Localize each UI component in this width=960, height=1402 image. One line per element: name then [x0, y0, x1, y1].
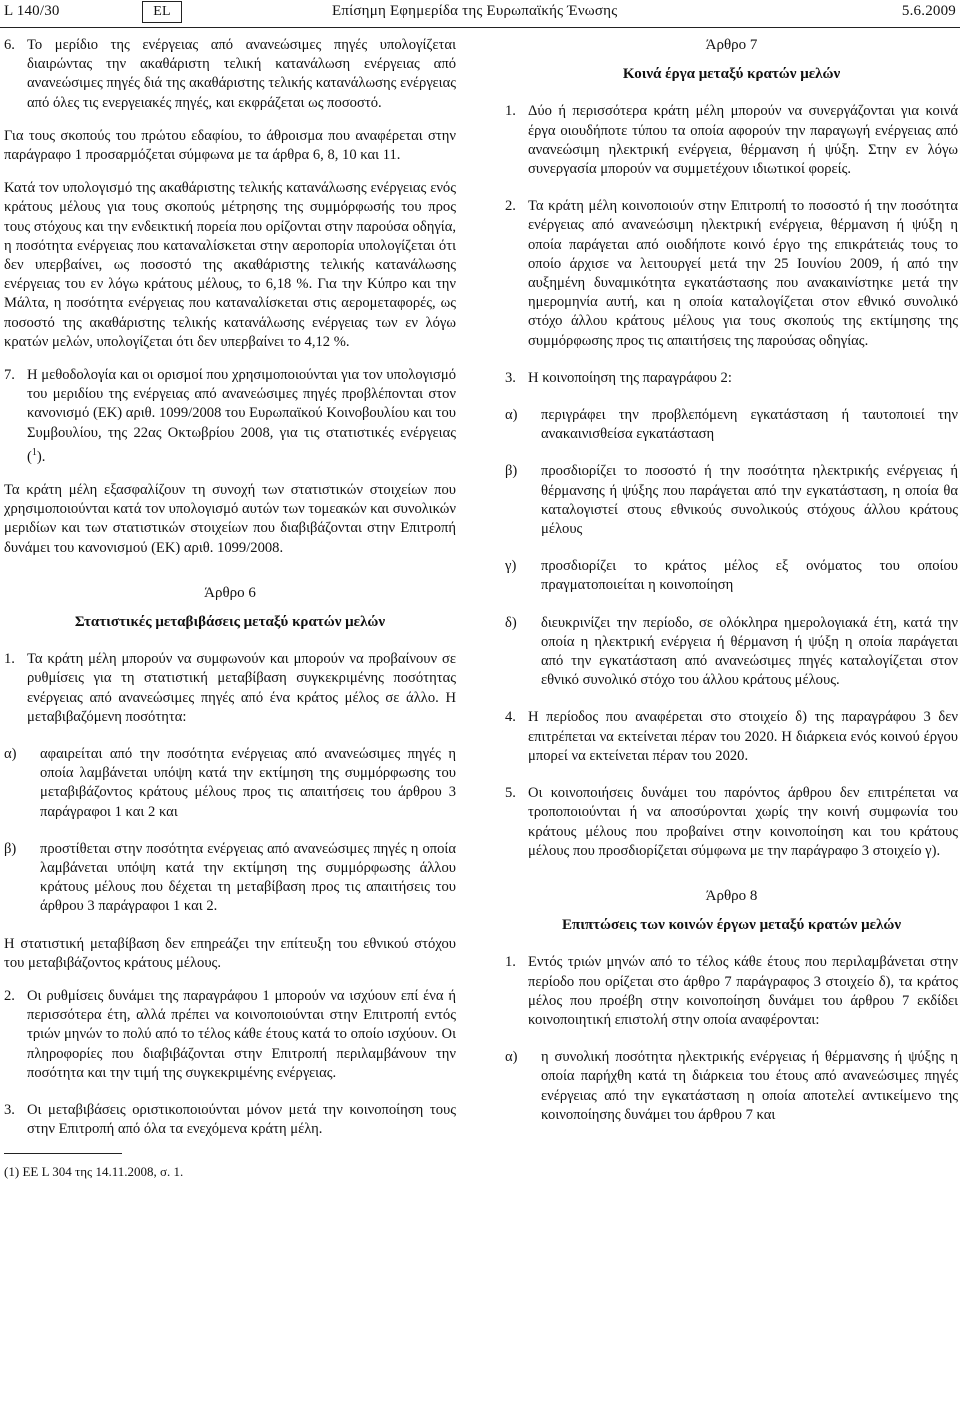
paragraph-number: 1. — [4, 651, 15, 668]
paragraph-number: 7. — [4, 367, 15, 384]
paragraph-text: Η κοινοποίηση της παραγράφου 2: — [528, 369, 732, 386]
paragraph-text: Το μερίδιο της ενέργειας από ανανεώσιμες πηγές υπολογίζεται διαιρώντας την ακαθάριστη τελική κατανάλωση ενέργειας από ανανεώσιμες πηγές διά της ακαθάριστης τελικής κατανάλωσης ενέργειας από όλες τις ενεργειακές πηγές, και εκφράζεται ως ποσοστό. — [27, 37, 456, 111]
article-8-label: Άρθρο 8 — [705, 887, 758, 904]
footnote-reference: 1 — [31, 446, 37, 458]
paragraph-text: Οι μεταβιβάσεις οριστικοποιούνται μόνον μετά την κοινοποίηση τους στην Επιτροπή από όλα τα ενεχόμενα κράτη μέλη. — [27, 1102, 456, 1138]
footnote-rule — [4, 1153, 122, 1154]
list-item-text: προστίθεται στην ποσότητα ενέργειας από ανανεώσιμες πηγές η οποία λαμβάνεται υπόψη κατά την εκτίμηση της συμμόρφωσης άλλου κράτους μέλους που δέχεται τη μεταβίβαση προς τις απαιτήσεις του άρθρου 3 παράγραφοι 1 και 2. — [40, 840, 456, 915]
list-item — [505, 557, 958, 595]
footnote-text: ΕΕ L 304 της 14.11.2008, σ. 1. — [22, 1164, 184, 1180]
paragraph-text: Η περίοδος που αναφέρεται στο στοιχείο δ) της παραγράφου 3 δεν επιτρέπεται να εκτείνεται πέραν του 2020. Η διάρκεια ενός κοινού έργου μπορεί να εκτείνεται πέραν του 2020. — [528, 709, 958, 764]
article-7-label: Άρθρο 7 — [705, 37, 758, 53]
list-item-text: προσδιορίζει το ποσοστό ή την ποσότητα ηλεκτρικής ενέργειας ή θέρμανσης ή ψύξης που παράγεται από την εγκατάσταση, η οποία θα καταλογιστεί στους εθνικούς συνολικούς στόχους άλλου κράτους μέλους — [541, 463, 958, 538]
paragraph-6-subparagraph-3: Κατά τον υπολογισμό της ακαθάριστης τελικής κατανάλωσης ενέργειας ενός κράτους μέλους για τους σκοπούς μέτρησης της συμμόρφωσής του προς τους στόχους και την ενδεικτική πορεία που ορίζονται στην παρούσα οδηγία, η ποσότητα ενέργειας που καταναλίσκεται στην αεροπορία υπολογίζεται ότι δεν υπερβαίνει, ως ποσοστό της ακαθάριστης τελικής κατανάλωσης ενέργειας του εν λόγω κράτους μέλους, το 6,18 %. Για την Κύπρο και την Μάλτα, η ποσότητα ενέργειας που καταναλίσκεται στις αερομεταφορές, ως ποσοστό της ακαθάριστης τελικής κατανάλωσης ενέργειας των εν λόγω κρατών μελών, υπολογίζεται ότι δεν υπερβαίνει το 4,12 %. — [4, 180, 456, 350]
paragraph-number: 2. — [4, 987, 15, 1004]
language-code-box: EL — [142, 1, 182, 23]
paragraph-text — [27, 366, 456, 467]
paragraph-7 — [4, 366, 456, 467]
paragraph-text: Δύο ή περισσότερα κράτη μέλη μπορούν να συνεργάζονται για κοινά έργα οιουδήποτε τύπου τα οποία αφορούν την παραγωγή ενέργειας από ανανεώσιμη ηλεκτρική ενέργεια, θέρμανση ή ψύξη. Στην εν λόγω συνεργασία μπορούν να συμμετέχουν ιδιωτικοί φορείς. — [528, 103, 958, 178]
paragraph-text: Οι κοινοποιήσεις δυνάμει του παρόντος άρθρου δεν επιτρέπεται να τροποποιούνται ή να αποσύρονται χωρίς την κοινή συμφωνία του κράτους μέλους που προβαίνει στην κοινοποίηση και του κράτους μέλους που προσδιορίζεται σύμφωνα με την παράγραφο 3 στοιχείο γ). — [528, 785, 958, 859]
article-7-paragraph-3 — [505, 369, 958, 388]
publication-date: 5.6.2009 — [901, 3, 956, 19]
article-6-paragraph-1-closing: Η στατιστική μεταβίβαση δεν επηρεάζει την επίτευξη του εθνικού στόχου του μεταβιβάζοντος κράτους μέλους. — [4, 935, 456, 971]
left-column — [4, 36, 456, 1182]
article-7-paragraph-2 — [505, 197, 958, 351]
paragraph-7-subparagraph-2: Τα κράτη μέλη εξασφαλίζουν τη συνοχή των στατιστικών στοιχείων που χρησιμοποιούνται κατά τον υπολογισμό αυτών των τομεακών και συνολικών μεριδίων και των στατιστικών στοιχείων που διαβιβάζονται στην Επιτροπή δυνάμει του κανονισμού (ΕΚ) αριθ. 1099/2008. — [4, 481, 456, 556]
paragraph-number: 1. — [505, 954, 516, 971]
article-8-paragraph-1 — [505, 953, 958, 1030]
page-reference: L 140/30 — [4, 3, 60, 19]
paragraph-number: 3. — [4, 1102, 15, 1118]
list-item-label: β) — [505, 463, 518, 480]
paragraph-text: Οι ρυθμίσεις δυνάμει της παραγράφου 1 μπορούν να ισχύουν επί ένα ή περισσότερα έτη, αλλά πρέπει να κοινοποιούνται στην Επιτροπή εντός τριών μηνών το πολύ από το τέλος κάθε έτους κατά το οποίο ισχύουν. Οι πληροφορίες που διαβιβάζονται στην Επιτροπή περιλαμβάνουν την ποσότητα και την τιμή της συγκεκριμένης ενέργειας. — [27, 987, 456, 1081]
list-item-label: δ) — [505, 614, 517, 631]
list-item-label: γ) — [505, 558, 517, 575]
article-6-label: Άρθρο 6 — [204, 584, 256, 601]
list-item-label: α) — [505, 407, 518, 424]
paragraph-number: 2. — [505, 198, 516, 215]
list-item — [4, 840, 456, 917]
journal-title: Επίσημη Εφημερίδα της Ευρωπαϊκής Ένωσης — [332, 3, 618, 19]
article-7-title: Κοινά έργα μεταξύ κρατών μελών — [622, 66, 841, 83]
paragraph-number: 6. — [4, 37, 15, 53]
paragraph-number: 3. — [505, 369, 516, 386]
list-item — [505, 614, 958, 691]
paragraph-number: 1. — [505, 103, 516, 120]
paragraph-number: 5. — [505, 785, 516, 802]
paragraph-6-subparagraph-2: Για τους σκοπούς του πρώτου εδαφίου, το άθροισμα που αναφέρεται στην παράγραφο 1 προσαρμόζεται σύμφωνα με τα άρθρα 6, 8, 10 και 11. — [4, 127, 456, 164]
header-rule — [0, 27, 960, 28]
article-7-paragraph-1 — [505, 102, 958, 179]
list-item-label: α) — [505, 1049, 518, 1066]
list-item-text: αφαιρείται από την ποσότητα ενέργειας από ανανεώσιμες πηγές η οποία λαμβάνεται υπόψη κατά την εκτίμηση της συμμόρφωσης του μεταβιβάζοντος κράτους μέλους προς τις απαιτήσεις του άρθρου 3 παράγραφοι 1 και 2 και — [40, 745, 456, 820]
article-8-title: Επιπτώσεις των κοινών έργων μεταξύ κρατών μελών — [561, 917, 902, 934]
list-item-text: περιγράφει την προβλεπόμενη εγκατάσταση ή ταυτοποιεί την ανακαινισθείσα εγκατάσταση — [541, 407, 958, 443]
paragraph-text: Εντός τριών μηνών από το τέλος κάθε έτους που περιλαμβάνεται στην περίοδο που ορίζεται στο άρθρο 7 παράγραφος 3 στοιχείο δ), τα κράτος μέλος που προέβη στην κοινοποίηση δυνάμει του άρθρου 7 εκδίδει κοινοποιητική επιστολή στην οποία αναφέρονται: — [528, 954, 958, 1028]
list-item-label: α) — [4, 745, 17, 762]
list-item-text: η συνολική ποσότητα ηλεκτρικής ενέργειας ή θέρμανσης ή ψύξης η οποία παρήχθη κατά τη διάρκεια του έτους από ανανεώσιμες πηγές ενέργειας από την εγκατάσταση η οποία αποτελεί αντικείμενο της κοινοποίησης δυνάμει του άρθρου 7 και — [541, 1049, 958, 1123]
list-item — [505, 462, 958, 539]
footnote: (1) ΕΕ L 304 της 14.11.2008, σ. 1. — [4, 1164, 184, 1180]
paragraph-number: 4. — [505, 709, 516, 726]
list-item — [505, 406, 958, 444]
paragraph-6 — [4, 36, 456, 113]
article-7-paragraph-5 — [505, 784, 958, 861]
list-item-text: προσδιορίζει το κράτος μέλος εξ ονόματος του οποίου πραγματοποιείται η κοινοποίηση — [541, 558, 958, 594]
article-7-paragraph-4 — [505, 708, 958, 766]
list-item-label: β) — [4, 840, 17, 857]
list-item-text: διευκρινίζει την περίοδο, σε ολόκληρα ημερολογιακά έτη, κατά την οποία η ηλεκτρική ενέργεια ή θέρμανση ή ψύξη η οποία παράγεται από την εγκατάσταση από ανανεώσιμες πηγές καταλογίζεται στον εθνικό συνολικό στόχο του άλλου κράτους μέλους. — [541, 614, 958, 689]
paragraph-text: Τα κράτη μέλη κοινοποιούν στην Επιτροπή το ποσοστό ή την ποσότητα ενέργειας από ανανεώσιμη ηλεκτρική ενέργεια, θέρμανση ή ψύξη η οποία παράγεται από οιοδήποτε κοινό έργο της επικράτειάς τους το οποίο άρχισε να λειτουργεί μετά την 25 Ιουνίου 2009, ή από την αυξημένη δυναμικότητα εγκατάστασης που ανακαινίστηκε μετά την ημερομηνία αυτή, και η οποία καταλογίζεται στον εθνικό συνολικό στόχο άλλου κράτους μέλους για τους σκοπούς της εκτίμησης της συμμόρφωσης προς τις απαιτήσεις της παρούσας οδηγίας. — [528, 198, 958, 349]
footnote-mark: 1 — [8, 1164, 15, 1180]
article-6-title: Στατιστικές μεταβιβάσεις μεταξύ κρατών μελών — [74, 613, 386, 630]
article-6-paragraph-1 — [4, 650, 456, 727]
article-6-paragraph-2 — [4, 987, 456, 1083]
list-item — [4, 745, 456, 822]
article-6-paragraph-3 — [4, 1101, 456, 1139]
paragraph-text: Τα κράτη μέλη μπορούν να συμφωνούν και μπορούν να προβαίνουν σε ρυθμίσεις για τη στατιστική μεταβίβαση συγκεκριμένης ποσότητας ενέργειας από ανανεώσιμες πηγές από ένα κράτος μέλος σε άλλο. Η μεταβιβαζόμενη ποσότητα: — [27, 651, 456, 725]
page-header — [0, 0, 960, 30]
list-item — [505, 1048, 958, 1125]
right-column — [505, 36, 958, 1125]
paragraph-text-body: Η μεθοδολογία και οι ορισμοί που χρησιμοποιούνται για τον υπολογισμό του μεριδίου της ενέργειας από ανανεώσιμες πηγές προβλέπονται στον κανονισμό (ΕΚ) αριθ. 1099/2008 του Ευρωπαϊκού Κοινοβουλίου και του Συμβουλίου, της 22ας Οκτωβρίου 2008, για τις στατιστικές ενέργειας ( — [27, 367, 456, 465]
paragraph-text-end: ). — [36, 448, 46, 465]
